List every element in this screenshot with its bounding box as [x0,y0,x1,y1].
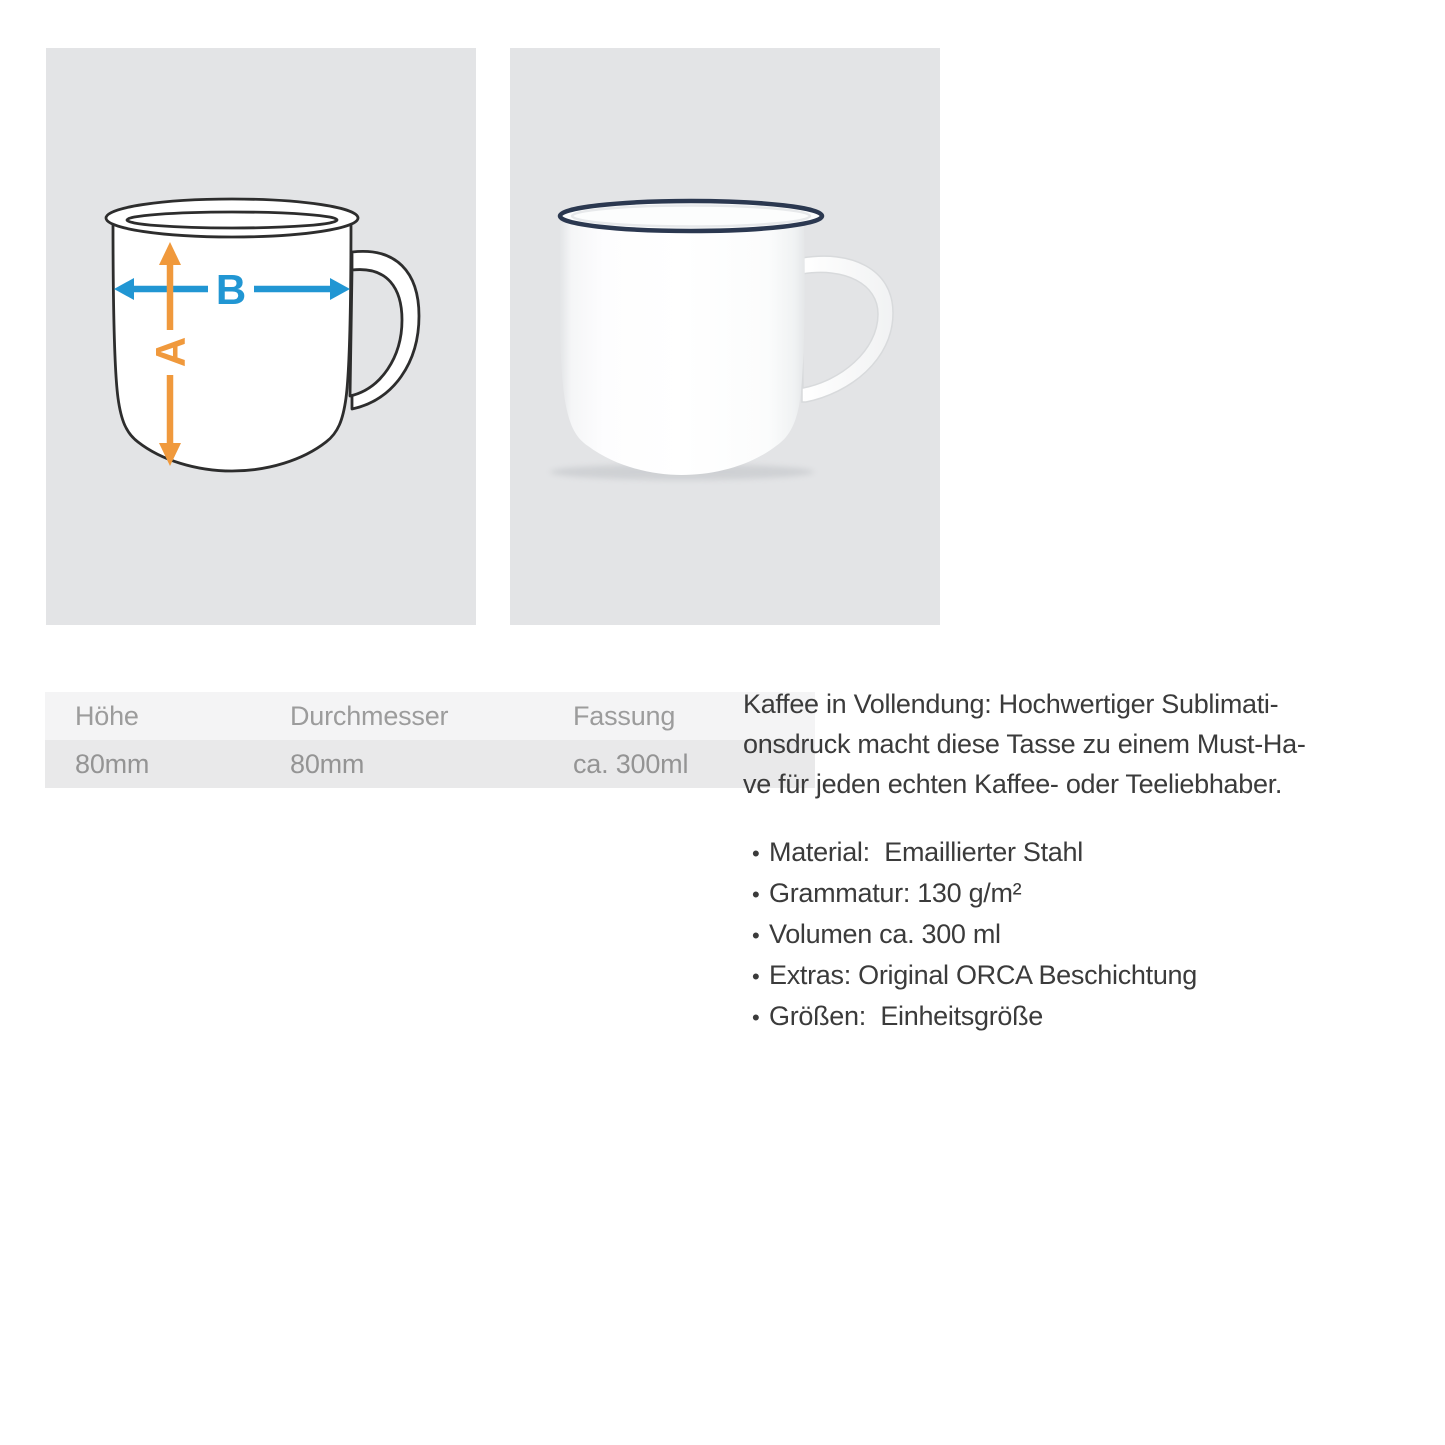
dimension-label-a: A [147,336,194,368]
mug-rim-opening [127,212,337,228]
spec-text: Extras: Original ORCA Beschichtung [769,960,1197,990]
spec-item-material [743,832,1363,873]
spec-text: Größen: Einheitsgröße [769,1001,1044,1031]
size-table-header-hoehe: Höhe [75,700,139,731]
bullet-icon: • [752,882,760,907]
dimension-label-b: B [215,266,247,313]
bullet-icon: • [752,841,760,866]
size-table [45,692,815,788]
size-table-header-fassung: Fassung [573,700,676,731]
bullet-icon: • [752,923,760,948]
size-value-hoehe: 80mm [75,748,150,779]
dimension-diagram-panel [46,48,476,625]
spec-text: Volumen ca. 300 ml [769,919,1001,949]
bullet-icon: • [752,964,760,989]
description-line: onsdruck macht diese Tasse zu einem Must-Ha- [743,729,1306,759]
spec-item-groessen [743,996,1363,1037]
spec-item-volumen [743,914,1363,955]
spec-item-extras [743,955,1363,996]
product-photo-panel [510,48,940,625]
description-line: ve für jeden echten Kaffee- oder Teeliebhaber. [743,769,1283,799]
mug-body [559,223,805,475]
product-description [743,684,1363,1037]
size-table-header-row [45,692,815,740]
enamel-mug-photo [510,48,940,625]
bullet-icon: • [752,1005,760,1030]
size-table-header-durchmesser: Durchmesser [290,700,449,731]
mug-dimension-diagram [46,48,476,625]
size-table-value-row [45,740,815,788]
size-value-fassung: ca. 300ml [573,748,689,779]
spec-text: Grammatur: 130 g/m² [769,878,1022,908]
mug-outline-drawing [106,199,419,471]
spec-item-grammatur [743,873,1363,914]
size-value-durchmesser: 80mm [290,748,365,779]
mug-handle [802,256,893,402]
description-line: Kaffee in Vollendung: Hochwertiger Sublimati- [743,689,1279,719]
spec-list [743,832,1363,1037]
spec-text: Material: Emaillierter Stahl [769,837,1083,867]
description-paragraph [743,684,1363,804]
